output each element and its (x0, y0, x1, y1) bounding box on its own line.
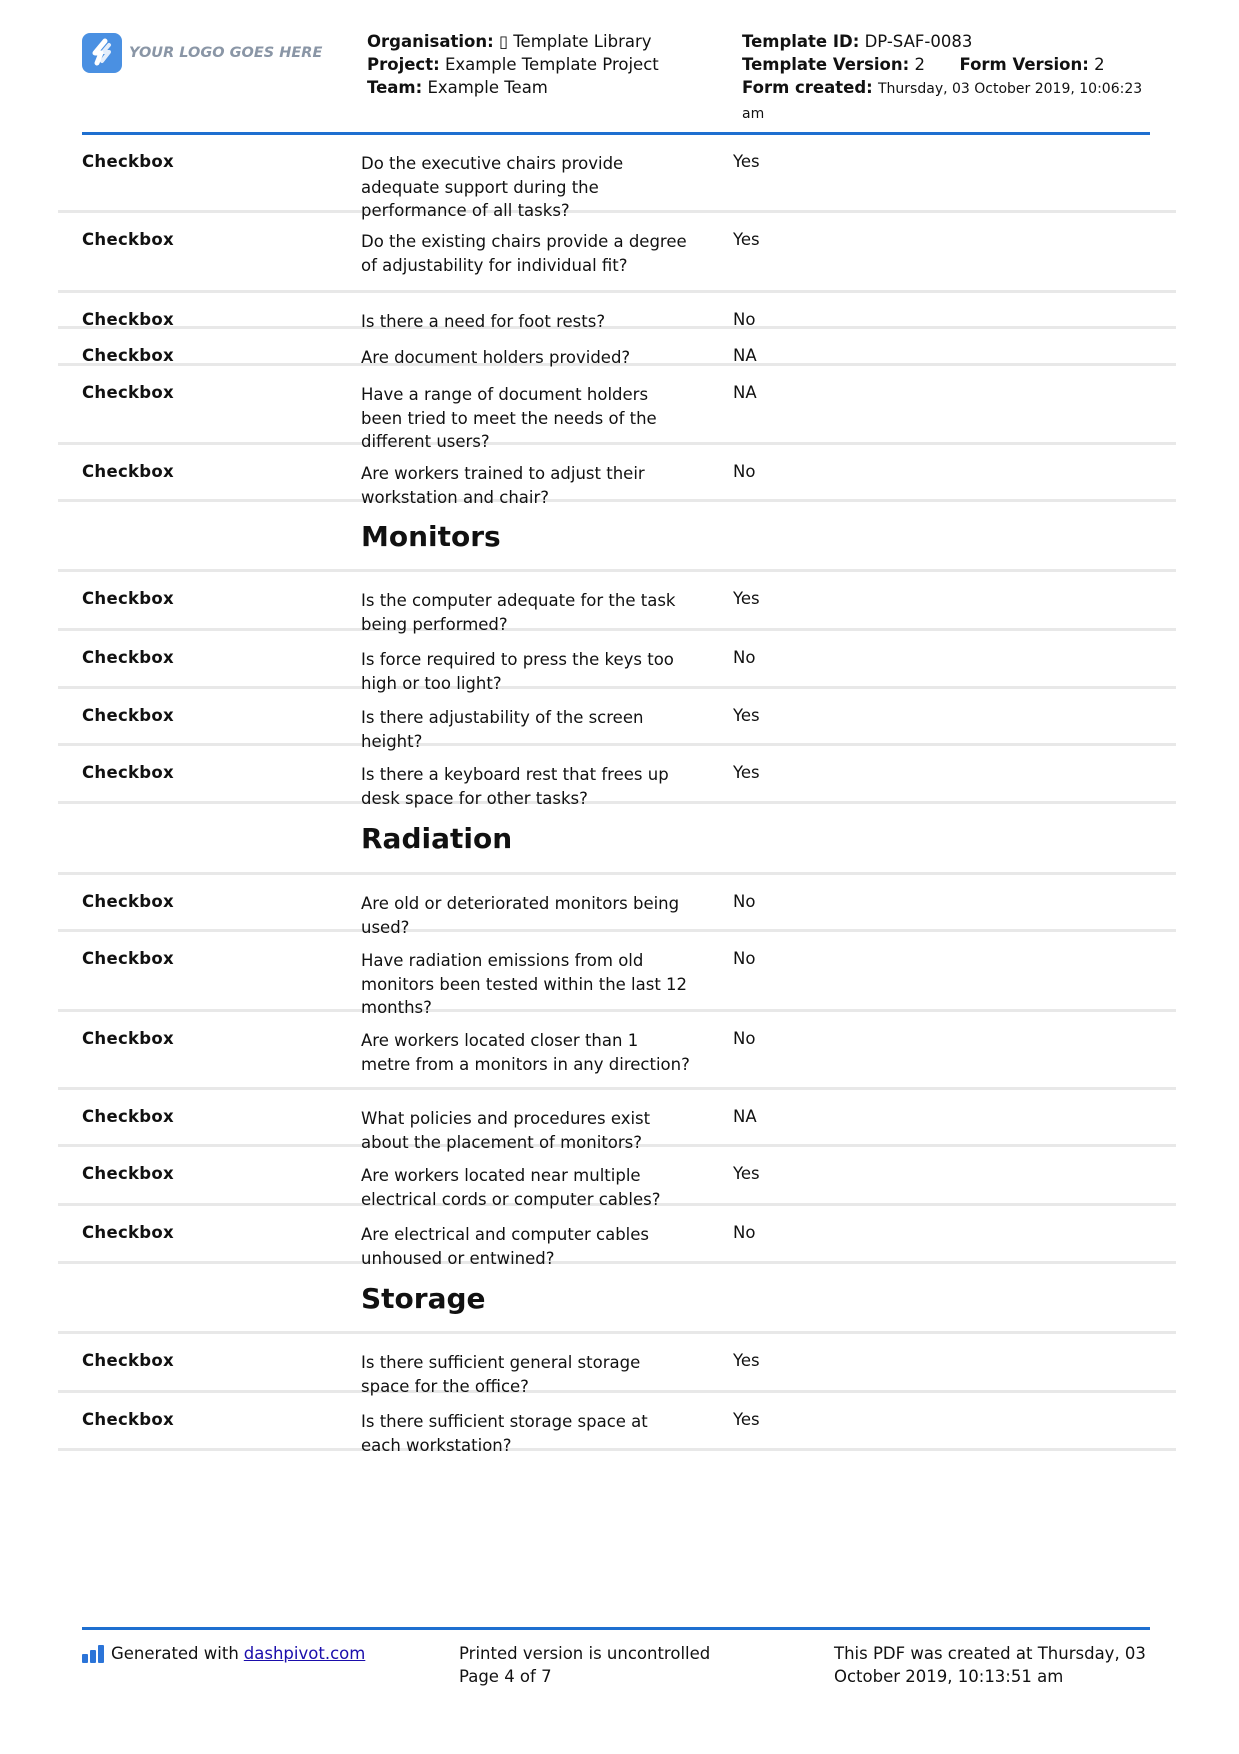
template-version-value: 2 (914, 55, 925, 74)
section-heading (58, 804, 1176, 875)
checklist-row (58, 932, 1176, 1017)
checklist-row (58, 1147, 1176, 1209)
checklist-row (58, 135, 1176, 220)
question-text: Do the existing chairs provide a degree of adjustability for individual fit? (361, 232, 687, 275)
field-type-label: Checkbox (82, 1029, 174, 1048)
template-id-line (742, 30, 1162, 53)
question-text: Is the computer adequate for the task being performed? (361, 591, 676, 634)
field-type-label: Checkbox (82, 346, 174, 365)
question-text: Is there a keyboard rest that frees up desk space for other tasks? (361, 765, 669, 808)
field-type-label: Checkbox (82, 706, 174, 725)
answer-value: No (733, 462, 756, 481)
team-line (367, 76, 727, 99)
uncontrolled-notice: Printed version is uncontrolled (459, 1644, 711, 1663)
answer-value: Yes (733, 1410, 760, 1429)
answer-value: Yes (733, 152, 760, 171)
question-text: What policies and procedures exist about the placement of monitors? (361, 1109, 651, 1152)
version-line (742, 53, 1162, 76)
question-text: Have radiation emissions from old monitors been tested within the last 12 months? (361, 951, 688, 1017)
organisation-label: Organisation: (367, 32, 494, 51)
dashpivot-link[interactable]: dashpivot.com (243, 1644, 366, 1663)
field-type-label: Checkbox (82, 648, 174, 667)
template-id-label: Template ID: (742, 32, 860, 51)
answer-value: Yes (733, 230, 760, 249)
page-number: Page 4 of 7 (459, 1666, 552, 1686)
question-text: Are electrical and computer cables unhoused or entwined? (361, 1225, 650, 1268)
answer-value: No (733, 648, 756, 667)
footer-divider (82, 1627, 1150, 1630)
field-type-label: Checkbox (82, 383, 174, 402)
field-type-label: Checkbox (82, 230, 174, 249)
answer-value: No (733, 310, 756, 329)
question-text: Have a range of document holders been tried to meet the needs of the different users? (361, 385, 657, 451)
answer-value: NA (733, 346, 757, 365)
question-text: Are workers trained to adjust their workstation and chair? (361, 464, 645, 507)
question-text: Is force required to press the keys too high or too light? (361, 650, 674, 693)
question-text: Are workers located near multiple electrical cords or computer cables? (361, 1166, 661, 1209)
question-text: Do the executive chairs provide adequate support during the performance of all tasks? (361, 154, 624, 220)
field-type-label: Checkbox (82, 1410, 174, 1429)
field-type-label: Checkbox (82, 892, 174, 911)
field-type-label: Checkbox (82, 1351, 174, 1370)
field-type-label: Checkbox (82, 589, 174, 608)
field-type-label: Checkbox (82, 1223, 174, 1242)
organisation-line (367, 30, 727, 53)
form-version-value: 2 (1094, 55, 1105, 74)
template-version-label: Template Version: (742, 55, 910, 74)
page-header (82, 30, 1150, 134)
answer-value: No (733, 949, 756, 968)
form-created-label: Form created: (742, 78, 873, 97)
form-version-label: Form Version: (959, 55, 1089, 74)
answer-value: Yes (733, 1351, 760, 1370)
footer-middle (459, 1643, 759, 1688)
organisation-value: ▯ Template Library (498, 32, 652, 51)
answer-value: No (733, 1029, 756, 1048)
question-text: Are old or deteriorated monitors being used? (361, 894, 680, 937)
checklist-row (58, 572, 1176, 634)
checklist-row (58, 1090, 1176, 1152)
logo-text: YOUR LOGO GOES HERE (129, 45, 323, 61)
checklist-row (58, 746, 1176, 808)
checklist-row (58, 1334, 1176, 1396)
question-text: Are workers located closer than 1 metre from a monitors in any direction? (361, 1031, 690, 1074)
answer-value: No (733, 892, 756, 911)
project-label: Project: (367, 55, 440, 74)
section-heading (58, 502, 1176, 572)
project-value: Example Template Project (444, 55, 659, 74)
header-template-info (742, 30, 1162, 126)
section-heading (58, 1264, 1176, 1334)
answer-value: Yes (733, 1164, 760, 1183)
question-text: Is there sufficient general storage space for the office? (361, 1353, 641, 1396)
checklist-row (58, 1393, 1176, 1455)
section-title: Monitors (361, 520, 501, 553)
checklist-rows (58, 135, 1176, 1455)
field-type-label: Checkbox (82, 1107, 174, 1126)
checklist-row (58, 213, 1176, 293)
project-line (367, 53, 727, 76)
generated-prefix: Generated with (111, 1644, 239, 1663)
header-project-info (367, 30, 727, 99)
logo-icon (82, 33, 122, 73)
checklist-row (58, 875, 1176, 937)
checklist-row (58, 329, 1176, 366)
question-text: Are document holders provided? (361, 348, 631, 367)
checklist-row (58, 1012, 1176, 1090)
field-type-label: Checkbox (82, 152, 174, 171)
field-type-label: Checkbox (82, 310, 174, 329)
question-text: Is there sufficient storage space at each workstation? (361, 1412, 648, 1455)
answer-value: No (733, 1223, 756, 1242)
template-id-value: DP-SAF-0083 (864, 32, 973, 51)
answer-value: NA (733, 383, 757, 402)
answer-value: Yes (733, 763, 760, 782)
section-title: Radiation (361, 822, 513, 855)
section-title: Storage (361, 1282, 486, 1315)
pdf-created-at: This PDF was created at Thursday, 03 October 2019, 10:13:51 am (834, 1644, 1146, 1686)
checklist-row (58, 631, 1176, 693)
form-created-value: Thursday, 03 October 2019, 10:06:23 am (742, 81, 1143, 122)
question-text: Is there adjustability of the screen height? (361, 708, 644, 751)
answer-value: Yes (733, 589, 760, 608)
field-type-label: Checkbox (82, 462, 174, 481)
answer-value: NA (733, 1107, 757, 1126)
checklist-row (58, 689, 1176, 751)
team-label: Team: (367, 78, 423, 97)
team-value: Example Team (427, 78, 548, 97)
question-text: Is there a need for foot rests? (361, 312, 606, 331)
generated-with (82, 1643, 365, 1666)
checklist-row (58, 445, 1176, 507)
checklist-row (58, 1206, 1176, 1268)
checklist-row (58, 366, 1176, 451)
field-type-label: Checkbox (82, 949, 174, 968)
dashpivot-logo-icon (82, 1645, 104, 1663)
form-created-line (742, 76, 1162, 126)
answer-value: Yes (733, 706, 760, 725)
field-type-label: Checkbox (82, 763, 174, 782)
checklist-row (58, 293, 1176, 329)
field-type-label: Checkbox (82, 1164, 174, 1183)
company-logo (82, 33, 322, 73)
